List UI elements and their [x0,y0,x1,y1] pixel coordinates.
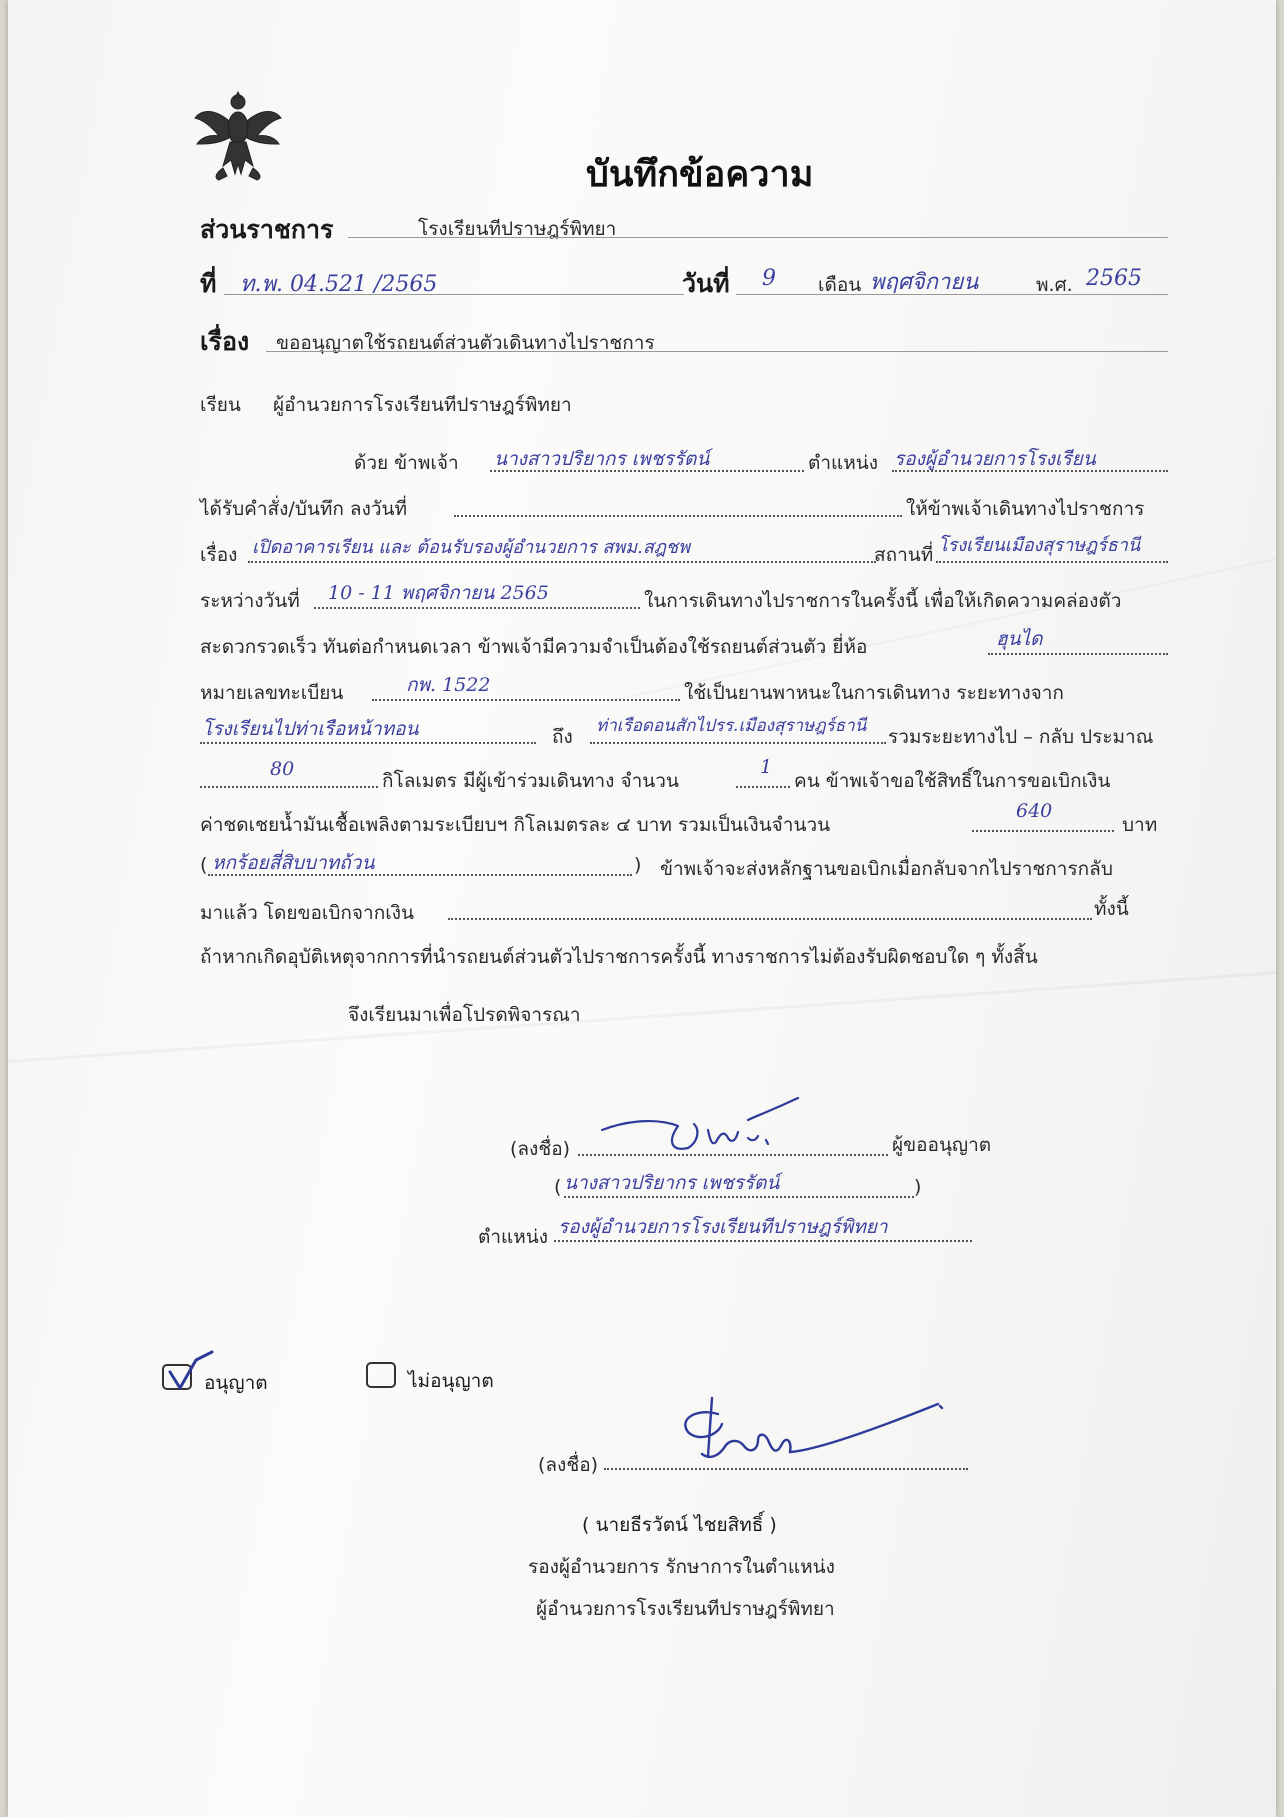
route-to-label: ถึง [552,726,573,748]
dotted-fill [590,742,886,744]
trip-dates: 10 - 11 พฤศจิกายน 2565 [328,582,549,604]
body-l10-open: ( [200,854,208,876]
dotted-fill [248,561,876,563]
garuda-emblem-icon [193,88,283,184]
subject-value: ขออนุญาตใช้รถยนต์ส่วนตัวเดินทางไปราชการ [276,332,655,354]
body-l4-intro: ระหว่างวันที่ [200,590,300,612]
approver-name: ( นายธีรวัตน์ ไชยสิทธิ์ ) [582,1514,777,1536]
body-l7-tail: รวมระยะทางไป – กลับ ประมาณ [888,726,1154,748]
trip-subject: เปิดอาคารเรียน และ ต้อนรับรองผู้อำนวยการ สพม.สฎชพ [252,537,690,558]
addressee-value: ผู้อำนวยการโรงเรียนทีปราษฎร์พิทยา [273,394,572,416]
dotted-fill [604,1468,968,1470]
dotted-fill [988,653,1168,655]
paper-crease [8,969,1276,1063]
approver-title-1: รองผู้อำนวยการ รักษาการในตำแหน่ง [528,1556,835,1578]
body-l1-intro: ด้วย ข้าพเจ้า [354,452,459,474]
body-l5-text: สะดวกรวดเร็ว ทันต่อกำหนดเวลา ข้าพเจ้ามีความจำเป็นต้องใช้รถยนต์ส่วนตัว ยี่ห้อ [200,636,868,658]
liability-clause: ถ้าหากเกิดอุบัติเหตุจากการที่นำรถยนต์ส่วนตัวไปราชการครั้งนี้ ทางราชการไม่ต้องรับผิดชอบใด ๆ ทั้งสิ้น [200,946,1038,968]
agency-rule [348,237,1168,238]
date-year: 2565 [1086,266,1142,291]
body-l2-intro: ได้รับคำสั่ง/บันทึก ลงวันที่ [200,498,408,520]
dotted-fill [972,830,1114,832]
body-l3-place-label: สถานที่ [874,544,934,566]
trip-place: โรงเรียนเมืองสุราษฎร์ธานี [938,535,1141,556]
dotted-fill [200,786,378,788]
ref-rule [224,294,684,295]
requester-role: ผู้ขออนุญาต [892,1134,992,1156]
body-l11-tail: ทั้งนี้ [1094,898,1129,920]
body-l10-close: ) [634,854,642,876]
document-title: บันทึกข้อความ [586,154,814,195]
body-l3-intro: เรื่อง [200,544,238,566]
date-label: วันที่ [682,269,730,298]
dotted-fill [936,561,1168,563]
month-label: เดือน [818,274,862,296]
reject-checkbox[interactable] [366,1362,396,1388]
claim-amount: 640 [1016,800,1053,822]
route-from: โรงเรียนไปท่าเรือหน้าทอน [202,718,419,740]
dotted-fill [578,1154,888,1156]
dotted-fill [314,607,640,609]
dotted-fill [892,470,1168,472]
approver-sign-label: (ลงชื่อ) [538,1454,599,1476]
requester-name: นางสาวปริยากร เพชรรัตน์ [564,1172,780,1194]
date-month: พฤศจิกายน [870,270,979,295]
car-plate: กพ. 1522 [406,674,491,696]
memo-sheet [8,0,1276,1817]
addressee-label: เรียน [200,394,241,416]
participant-count: 1 [760,756,773,778]
requester-position-label: ตำแหน่ง [478,1226,549,1248]
body-l2-tail: ให้ข้าพเจ้าเดินทางไปราชการ [906,498,1145,520]
dotted-fill [208,874,632,876]
requester-signature [598,1090,808,1162]
dotted-fill [564,1196,914,1198]
requester-name-close: ) [914,1176,922,1198]
claim-amount-words: หกร้อยสี่สิบบาทถ้วน [212,852,375,874]
approver-title-2: ผู้อำนวยการโรงเรียนทีปราษฎร์พิทยา [536,1598,835,1620]
dotted-fill [448,918,1092,920]
closing-text: จึงเรียนมาเพื่อโปรดพิจารณา [348,1004,581,1026]
dotted-fill [736,786,790,788]
dotted-fill [200,742,536,744]
requester-position-inline: รองผู้อำนวยการโรงเรียน [894,448,1096,470]
body-l4-tail: ในการเดินทางไปราชการในครั้งนี้ เพื่อให้เกิดความคล่องตัว [644,590,1122,612]
body-l10-tail: ข้าพเจ้าจะส่งหลักฐานขอเบิกเมื่อกลับจากไปราชการกลับ [660,858,1113,880]
dotted-fill [554,1240,972,1242]
requester-name-inline: นางสาวปริยากร เพชรรัตน์ [494,448,710,470]
body-l8-tail: คน ข้าพเจ้าขอใช้สิทธิ์ในการขอเบิกเงิน [794,770,1111,792]
subject-label: เรื่อง [200,327,250,356]
date-rule [736,294,1168,295]
requester-position: รองผู้อำนวยการโรงเรียนทีปราษฎร์พิทยา [558,1216,888,1238]
body-l9-unit: บาท [1122,814,1158,836]
distance-km: 80 [270,758,295,780]
ref-value: ท.พ. 04.521 /2565 [240,272,438,297]
body-l11-intro: มาแล้ว โดยขอเบิกจากเงิน [200,902,414,924]
requester-sign-label: (ลงชื่อ) [510,1138,571,1160]
dotted-fill [372,699,680,701]
body-l6-tail: ใช้เป็นยานพาหนะในการเดินทาง ระยะทางจาก [684,682,1064,704]
requester-name-open: ( [554,1176,562,1198]
approver-signature [658,1394,948,1484]
route-to: ท่าเรือดอนสักไปรร.เมืองสุราษฎร์ธานี [596,716,867,736]
year-label: พ.ศ. [1036,274,1073,296]
dotted-fill [490,470,804,472]
dotted-fill [454,515,902,517]
agency-value: โรงเรียนทีปราษฎร์พิทยา [418,218,617,240]
body-l9-text: ค่าชดเชยน้ำมันเชื้อเพลิงตามระเบียบฯ กิโลเมตรละ ๔ บาท รวมเป็นเงินจำนวน [200,814,831,836]
reject-label: ไม่อนุญาต [408,1370,494,1392]
agency-label: ส่วนราชการ [200,215,334,244]
body-l1-position-label: ตำแหน่ง [808,452,879,474]
approve-label: อนุญาต [204,1372,268,1394]
date-day: 9 [762,266,776,291]
ref-label: ที่ [200,269,217,298]
body-l6-intro: หมายเลขทะเบียน [200,682,344,704]
body-l8-mid: กิโลเมตร มีผู้เข้าร่วมเดินทาง จำนวน [382,770,679,792]
subject-rule [266,351,1168,352]
car-brand: ฮุนได [996,628,1043,650]
